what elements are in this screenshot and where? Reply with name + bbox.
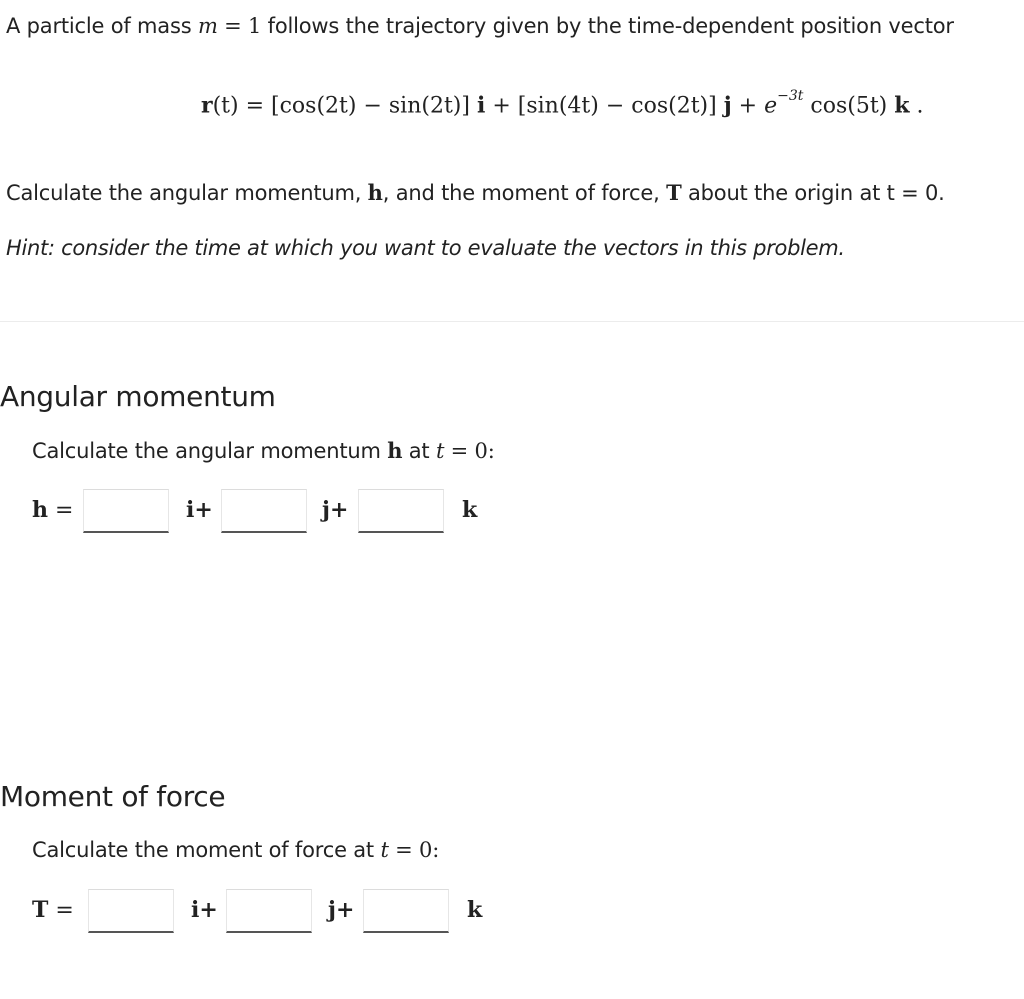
h-k-component-input[interactable] [358, 489, 444, 533]
am-prompt-h: h [387, 438, 403, 463]
h-j-component-input[interactable] [221, 489, 307, 533]
equation-term-j: [sin(4t) − cos(2t)] [517, 93, 717, 119]
h-i-unit-label: i+ [186, 497, 213, 523]
am-prompt-t: t [435, 439, 445, 463]
h-equals: = [48, 498, 74, 523]
equation-lhs-arg: (t) = [212, 93, 272, 119]
T-i-component-input[interactable] [88, 889, 174, 933]
equation-term-k: cos(5t) [803, 93, 895, 119]
T-symbol: T [32, 897, 49, 923]
equation-plus-1: + [485, 93, 518, 119]
question-post: about the origin at t = 0. [681, 181, 945, 205]
intro-text: A particle of mass [6, 14, 192, 38]
angular-momentum-prompt [32, 438, 495, 463]
am-prompt-mid: at [402, 439, 436, 463]
mf-prompt-t: t [380, 838, 389, 862]
mass-symbol: m [197, 14, 218, 38]
intro-rest: follows the trajectory given by the time-dependent position vector [261, 14, 954, 38]
section-divider [0, 321, 1024, 322]
T-vector-label [32, 897, 74, 923]
equation-end: . [909, 93, 924, 119]
angular-momentum-title: Angular momentum [0, 380, 276, 413]
unit-vector-k: k [894, 92, 910, 119]
problem-intro [6, 14, 954, 38]
mf-prompt-pre: Calculate the moment of force at [32, 838, 381, 862]
T-equals: = [48, 898, 74, 923]
T-i-unit-label: i+ [191, 897, 218, 923]
question-h-symbol: h [367, 180, 383, 205]
h-symbol: h [32, 497, 48, 523]
position-vector-symbol: r [201, 92, 213, 119]
equation-term-i: [cos(2t) − sin(2t)] [271, 93, 470, 119]
mass-value: = 1 [217, 14, 262, 38]
unit-vector-i: i [476, 92, 486, 119]
T-j-component-input[interactable] [226, 889, 312, 933]
h-i-component-input[interactable] [83, 489, 169, 533]
question-T-symbol: T [666, 180, 682, 205]
angular-momentum-answer-row [32, 489, 512, 537]
am-prompt-pre: Calculate the angular momentum [32, 439, 388, 463]
am-prompt-post: = 0: [444, 439, 495, 463]
h-j-unit-label: j+ [322, 497, 349, 523]
trajectory-equation [201, 88, 924, 119]
hint-text: Hint: consider the time at which you want to evaluate the vectors in this problem. [6, 236, 845, 260]
T-k-component-input[interactable] [363, 889, 449, 933]
question-pre: Calculate the angular momentum, [6, 181, 368, 205]
unit-vector-j: j [723, 92, 732, 119]
T-k-unit-label: k [467, 897, 483, 923]
mf-prompt-post: = 0: [388, 838, 440, 862]
exp-base: e [764, 93, 778, 119]
h-vector-label [32, 497, 73, 523]
moment-of-force-answer-row [32, 889, 512, 937]
h-k-unit-label: k [462, 497, 478, 523]
problem-question [6, 180, 945, 205]
question-mid: , and the moment of force, [382, 181, 667, 205]
moment-of-force-prompt [32, 838, 439, 862]
exp-power: −3t [777, 88, 804, 104]
moment-of-force-title: Moment of force [0, 780, 226, 813]
T-j-unit-label: j+ [328, 897, 355, 923]
equation-plus-2: + [731, 93, 765, 119]
